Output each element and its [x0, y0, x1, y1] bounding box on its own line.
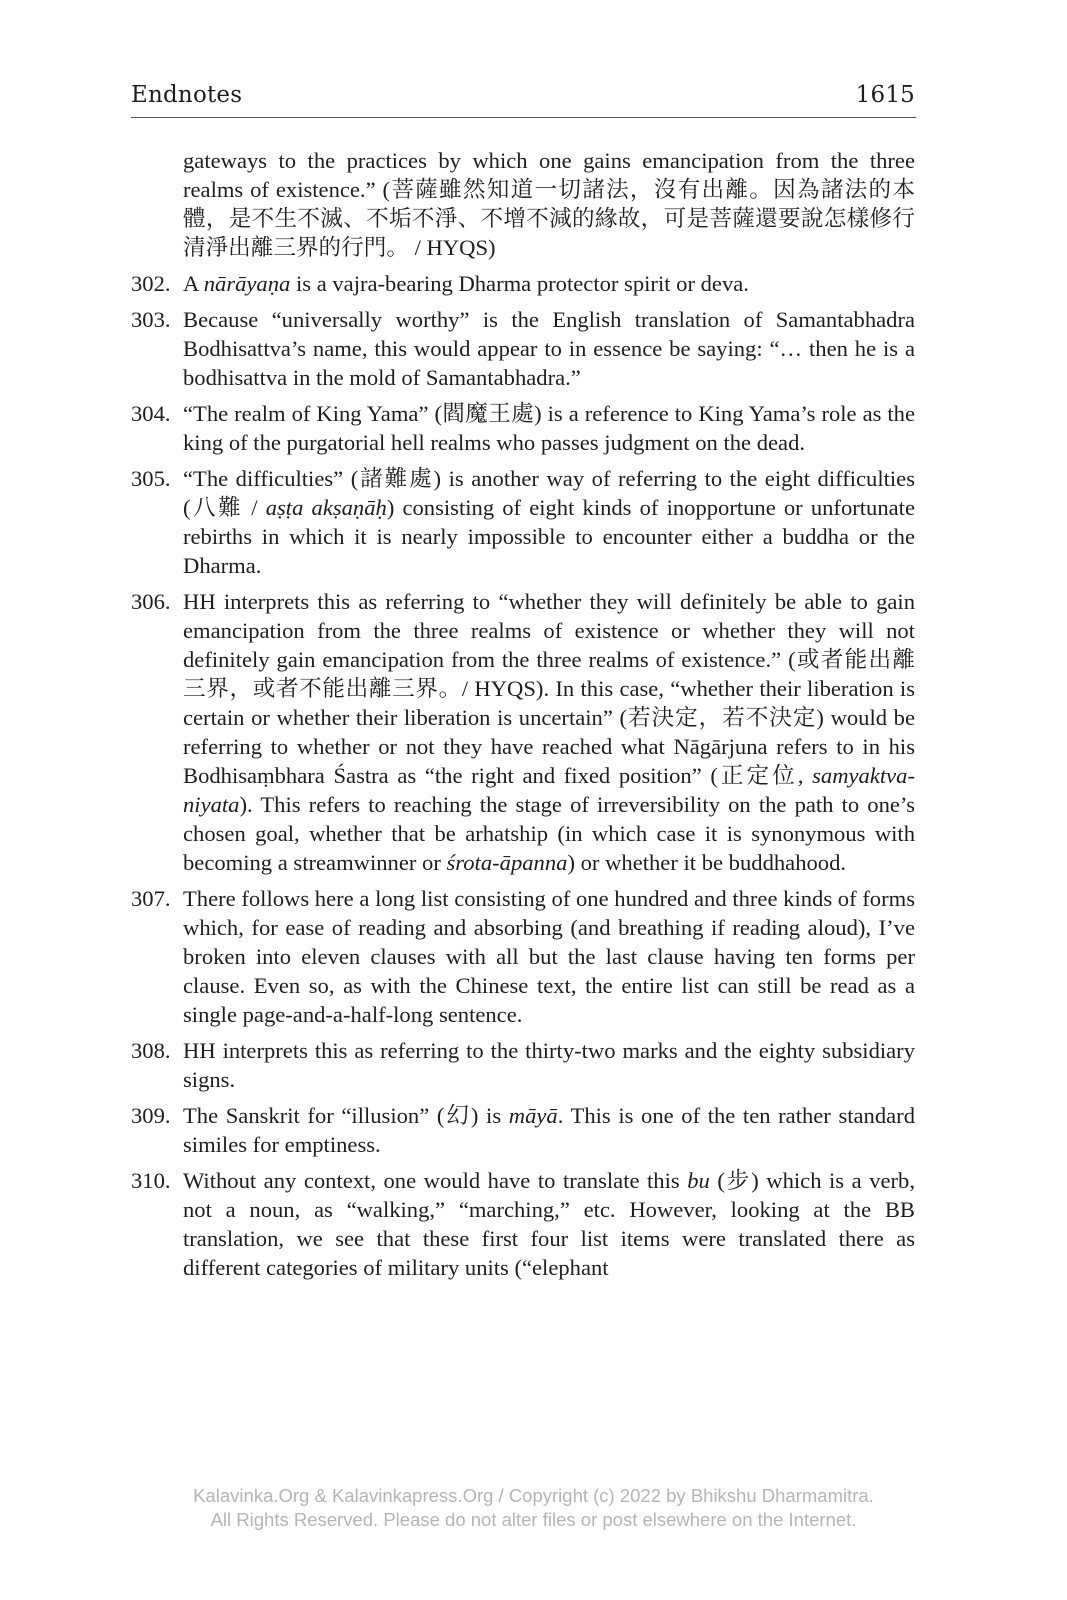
endnote-item — [131, 464, 915, 580]
endnotes-body — [131, 146, 915, 1289]
endnote-item — [131, 587, 915, 877]
endnote-item — [131, 305, 915, 392]
section-title: Endnotes — [131, 82, 243, 108]
footer-line-2: All Rights Reserved. Please do not alter files or post elsewhere on the Internet. — [210, 1509, 857, 1530]
endnote-item — [131, 1036, 915, 1094]
endnote-number: 303. — [131, 307, 171, 332]
endnote-number: 308. — [131, 1038, 171, 1063]
endnote-number: 307. — [131, 886, 171, 911]
endnote-number: 306. — [131, 589, 171, 614]
header-rule — [131, 117, 916, 118]
footer-line-1: Kalavinka.Org & Kalavinkapress.Org / Copyright (c) 2022 by Bhikshu Dharmamitra. — [193, 1485, 874, 1506]
endnote-number: 304. — [131, 401, 171, 426]
page-number: 1615 — [855, 82, 915, 108]
endnote-text: There follows here a long list consisting of one hundred and three kinds of forms which, for ease of reading and absorbing (and breathing if reading aloud), I’ve broken into eleven clauses with all but the last clause having ten forms per clause. Even so, as with the Chinese text, the entire list can still be read as a single page-and-a-half-long sentence. — [183, 886, 915, 1027]
copyright-footer — [0, 1484, 1067, 1532]
endnote-number: 310. — [131, 1168, 171, 1193]
endnote-item — [131, 399, 915, 457]
endnote-item — [131, 1166, 915, 1282]
endnote-text: HH interprets this as referring to the thirty-two marks and the eighty subsidiary signs. — [183, 1038, 915, 1092]
endnote-text: Because “universally worthy” is the English translation of Samantabhadra Bodhisattva’s name, this would appear to in essence be saying: “… then he is a bodhisattva in the mold of Samantabhadra.” — [183, 307, 915, 390]
endnote-number: 305. — [131, 466, 171, 491]
endnote-text: HH interprets this as referring to “whether they will definitely be able to gain emancipation from the three realms of existence or whether they will not definitely gain emancipation from the three realms of existence.” (或者能出離三界，或者不能出離三界。/ HYQS). In this case, “whether their liberation is certain or whether their liberation is uncertain” (若決定，若不決定) would be referring to whether or not they have reached what Nāgārjuna refers to in his Bodhisaṃbhara Śastra as “the right and fixed position” (正定位, samyaktva-niyata). This refers to reaching the stage of irreversibility on the path to one’s chosen goal, whether that be arhatship (in which case it is synonymous with becoming a streamwinner or śrota-āpanna) or whether it be buddhahood. — [183, 589, 915, 875]
endnote-item — [131, 269, 915, 298]
endnote-number: 309. — [131, 1103, 171, 1128]
endnote-text: “The difficulties” (諸難處) is another way of referring to the eight difficulties (八難 / aṣṭa akṣaṇāḥ) consisting of eight kinds of inopportune or unfortunate rebirths in which it is nearly impossible to encounter either a buddha or the Dharma. — [183, 466, 915, 578]
note-continuation: gateways to the practices by which one gains emancipation from the three realms of existence.” (菩薩雖然知道一切諸法，沒有出離。因為諸法的本體，是不生不滅、不垢不淨、不增不減的緣故，可是菩薩還要說怎樣修行清淨出離三界的行門。 / HYQS) — [183, 148, 915, 260]
endnote-text: “The realm of King Yama” (閻魔王處) is a reference to King Yama’s role as the king of the purgatorial hell realms who passes judgment on the dead. — [183, 401, 915, 455]
endnote-number: 302. — [131, 271, 171, 296]
endnote-text: A nārāyaṇa is a vajra-bearing Dharma protector spirit or deva. — [183, 271, 749, 296]
endnote-item — [131, 884, 915, 1029]
running-header — [131, 82, 915, 114]
endnote-item — [131, 1101, 915, 1159]
endnote-text: The Sanskrit for “illusion” (幻) is māyā. This is one of the ten rather standard similes for emptiness. — [183, 1103, 915, 1157]
endnote-text: Without any context, one would have to translate this bu (步) which is a verb, not a noun, as “walking,” “marching,” etc. However, looking at the BB translation, we see that these first four list items were translated there as different categories of military units (“elephant — [183, 1168, 915, 1280]
endnote-list — [131, 269, 915, 1282]
